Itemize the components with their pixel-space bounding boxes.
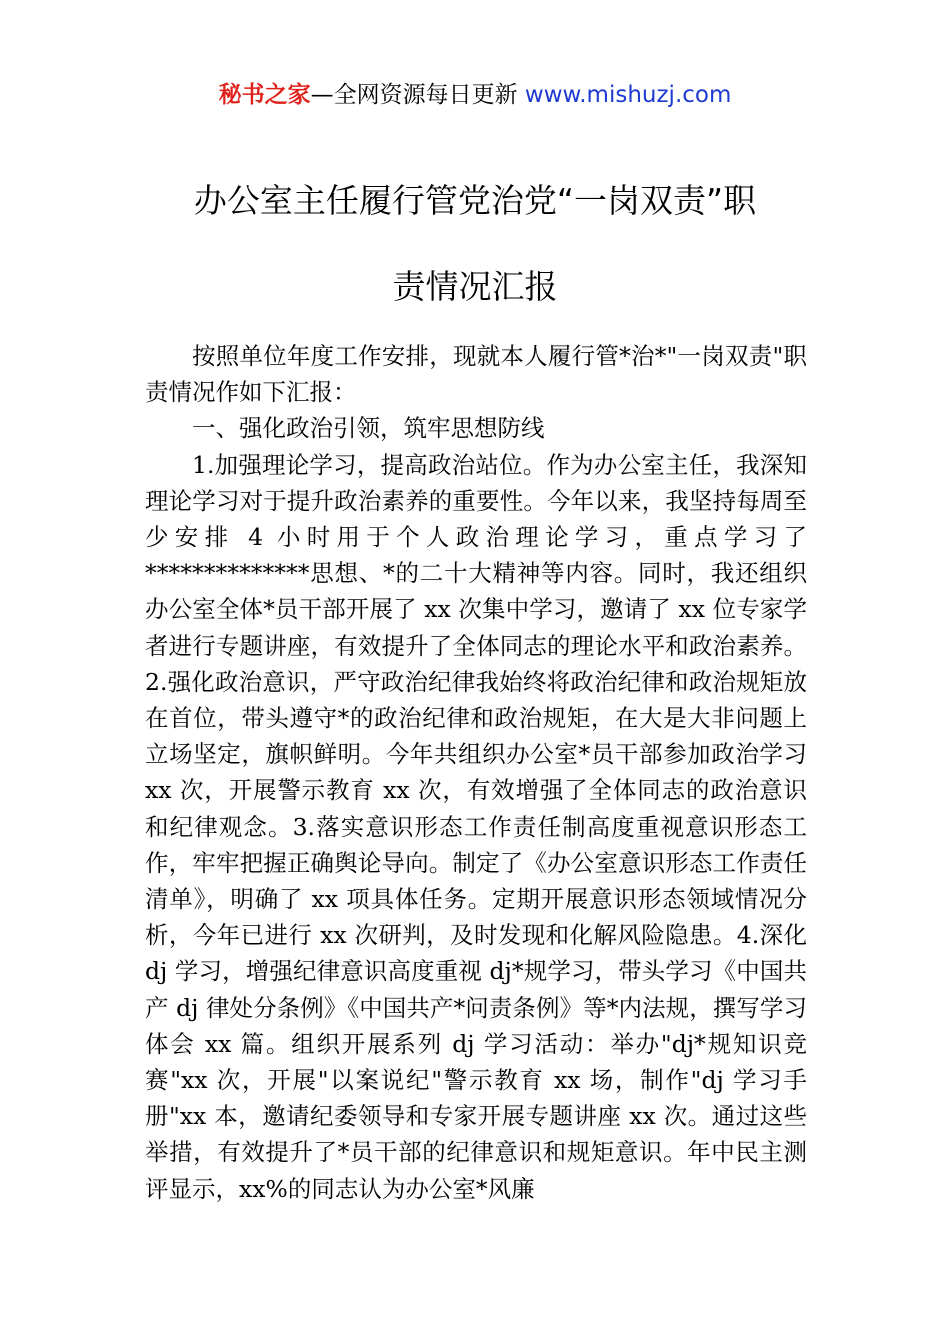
intro-paragraph: 按照单位年度工作安排，现就本人履行管*治*"一岗双责"职责情况作如下汇报： [145, 342, 807, 407]
document-title-line-1: 办公室主任履行管党治党“一岗双责”职 [193, 181, 757, 220]
section-heading: 一、强化政治引领，筑牢思想防线 [192, 414, 545, 443]
document-body [145, 338, 807, 1207]
document-title-line-2: 责情况汇报 [392, 267, 558, 306]
site-tagline: —全网资源每日更新 [310, 82, 525, 108]
site-brand: 秘书之家 [218, 82, 311, 108]
site-header [0, 78, 950, 112]
site-url-link[interactable]: www.mishuzj.com [524, 82, 732, 108]
document-title [120, 158, 830, 330]
section-body-paragraph: 1.加强理论学习，提高政治站位。作为办公室主任，我深知理论学习对于提升政治素养的重要性。今年以来，我坚持每周至少安排 4 小时用于个人政治理论学习，重点学习了**************思想、*的二十大精神等内容。同时，我还组织办公室全体*员干部开展了 xx 次集中学习，邀请了 xx 位专家学者进行专题讲座，有效提升了全体同志的理论水平和政治素养。2.强化政治意识，严守政治纪律我始终将政治纪律和政治规矩放在首位，带头遵守*的政治纪律和政治规矩，在大是大非问题上立场坚定，旗帜鲜明。今年共组织办公室*员干部参加政治学习 xx 次，开展警示教育 xx 次，有效增强了全体同志的政治意识和纪律观念。3.落实意识形态工作责任制高度重视意识形态工作，牢牢把握正确舆论导向。制定了《办公室意识形态工作责任清单》，明确了 xx 项具体任务。定期开展意识形态领域情况分析，今年已进行 xx 次研判，及时发现和化解风险隐患。4.深化 dj 学习，增强纪律意识高度重视 dj*规学习，带头学习《中国共产 dj 律处分条例》《中国共产*问责条例》等*内法规，撰写学习体会 xx 篇。组织开展系列 dj 学习活动：举办"dj*规知识竞赛"xx 次，开展"以案说纪"警示教育 xx 场，制作"dj 学习手册"xx 本，邀请纪委领导和专家开展专题讲座 xx 次。通过这些举措，有效提升了*员干部的纪律意识和规矩意识。年中民主测评显示，xx%的同志认为办公室*风廉 [145, 450, 807, 1203]
